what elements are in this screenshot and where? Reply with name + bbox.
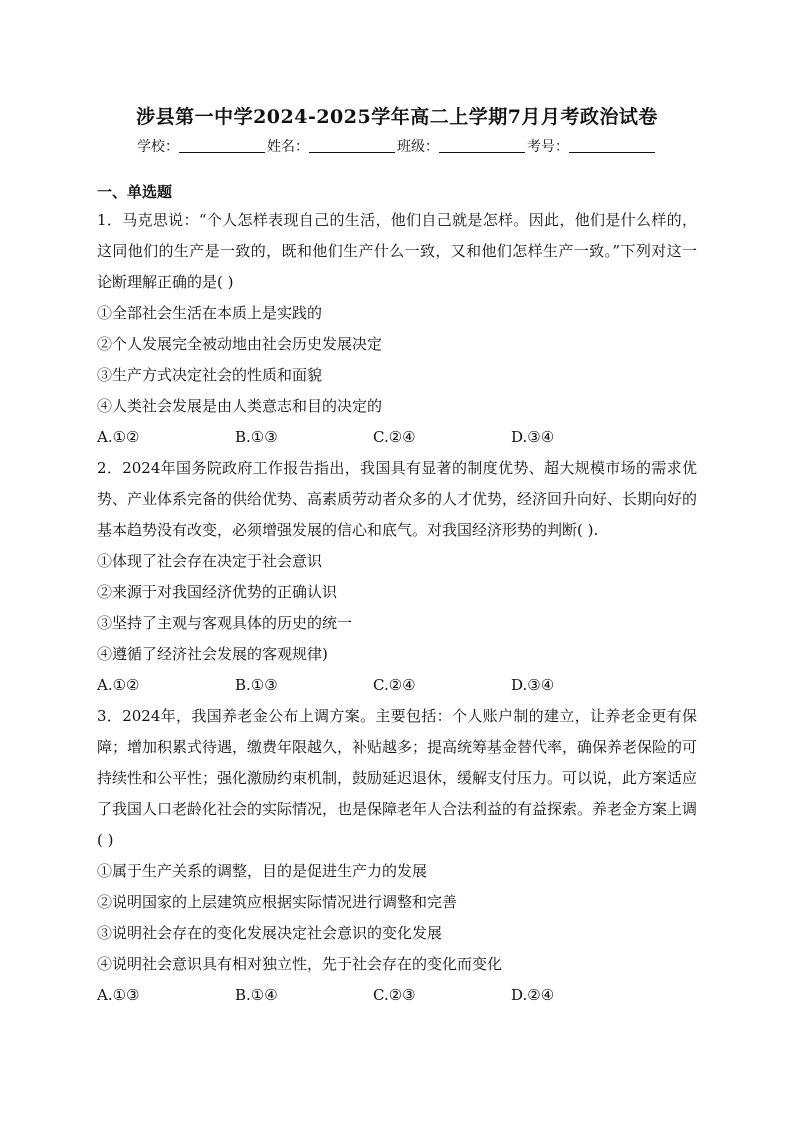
question-3 [97, 701, 697, 1011]
choice-b: B.①③ [235, 428, 278, 446]
choice-a: A.①② [97, 428, 140, 446]
question-option: ②说明国家的上层建筑应根据实际情况进行调整和完善 [97, 893, 458, 911]
question-option: ③坚持了主观与客观具体的历史的统一 [97, 614, 353, 632]
question-option: ④遵循了经济社会发展的客观规律) [97, 645, 328, 663]
question-option: ①属于生产关系的调整，目的是促进生产力的发展 [97, 862, 428, 880]
question-2 [97, 453, 697, 701]
name-label: 姓名： [267, 139, 309, 155]
choice-b: B.①③ [235, 676, 278, 694]
school-field [137, 136, 267, 156]
choice-d: D.②④ [511, 986, 555, 1004]
exam-number-label: 考号： [527, 139, 569, 155]
choice-d: D.③④ [511, 676, 555, 694]
question-option: ①全部社会生活在本质上是实践的 [97, 304, 323, 322]
name-field [267, 136, 397, 156]
answer-choices [97, 422, 697, 453]
question-option: ②个人发展完全被动地由社会历史发展决定 [97, 335, 383, 353]
school-blank [179, 138, 265, 153]
choice-c: C.②④ [373, 676, 416, 694]
question-option: ④人类社会发展是由人类意志和目的决定的 [97, 397, 383, 415]
choice-d: D.③④ [511, 428, 555, 446]
choice-a: A.①③ [97, 986, 140, 1004]
name-blank [309, 138, 395, 153]
choice-a: A.①② [97, 676, 140, 694]
answer-choices [97, 980, 697, 1011]
question-list [97, 181, 697, 1011]
exam-number-blank [569, 138, 655, 153]
choice-c: C.②④ [373, 428, 416, 446]
question-stem: 3．2024年，我国养老金公布上调方案。主要包括：个人账户制的建立，让养老金更有保障；增加积累式待遇，缴费年限越久，补贴越多；提高统筹基金替代率，确保养老保险的可持续性和公平性；强化激励约束机制，鼓励延迟退休，缓解支付压力。可以说，此方案适应了我国人口老龄化社会的实际情况，也是保障老年人合法利益的有益探索。养老金方案上调( ) [97, 707, 698, 849]
question-option: ④说明社会意识具有相对独立性，先于社会存在的变化而变化 [97, 955, 503, 973]
section-heading: 一、单选题 [97, 183, 173, 201]
exam-title: 涉县第一中学2024-2025学年高二上学期7月月考政治试卷 [136, 106, 658, 128]
school-label: 学校： [137, 139, 179, 155]
question-option: ②来源于对我国经济优势的正确认识 [97, 583, 338, 601]
question-stem: 2．2024年国务院政府工作报告指出，我国具有显著的制度优势、超大规模市场的需求优势、产业体系完备的供给优势、高素质劳动者众多的人才优势，经济回升向好、长期向好的基本趋势没有改变，必须增强发展的信心和底气。对我国经济形势的判断( ). [97, 459, 698, 539]
question-option: ③生产方式决定社会的性质和面貌 [97, 366, 323, 384]
answer-choices [97, 670, 697, 701]
question-option: ①体现了社会存在决定于社会意识 [97, 552, 323, 570]
choice-b: B.①④ [235, 986, 278, 1004]
class-blank [439, 138, 525, 153]
class-label: 班级： [397, 139, 439, 155]
question-1 [97, 205, 697, 453]
class-field [397, 136, 527, 156]
question-option: ③说明社会存在的变化发展决定社会意识的变化发展 [97, 924, 443, 942]
student-info-line [0, 136, 794, 156]
choice-c: C.②③ [373, 986, 416, 1004]
question-stem: 1．马克思说：“个人怎样表现自己的生活，他们自己就是怎样。因此，他们是什么样的，这同他们的生产是一致的，既和他们生产什么一致，又和他们怎样生产一致。”下列对这一论断理解正确的是( ) [97, 211, 697, 291]
exam-number-field [527, 136, 657, 156]
